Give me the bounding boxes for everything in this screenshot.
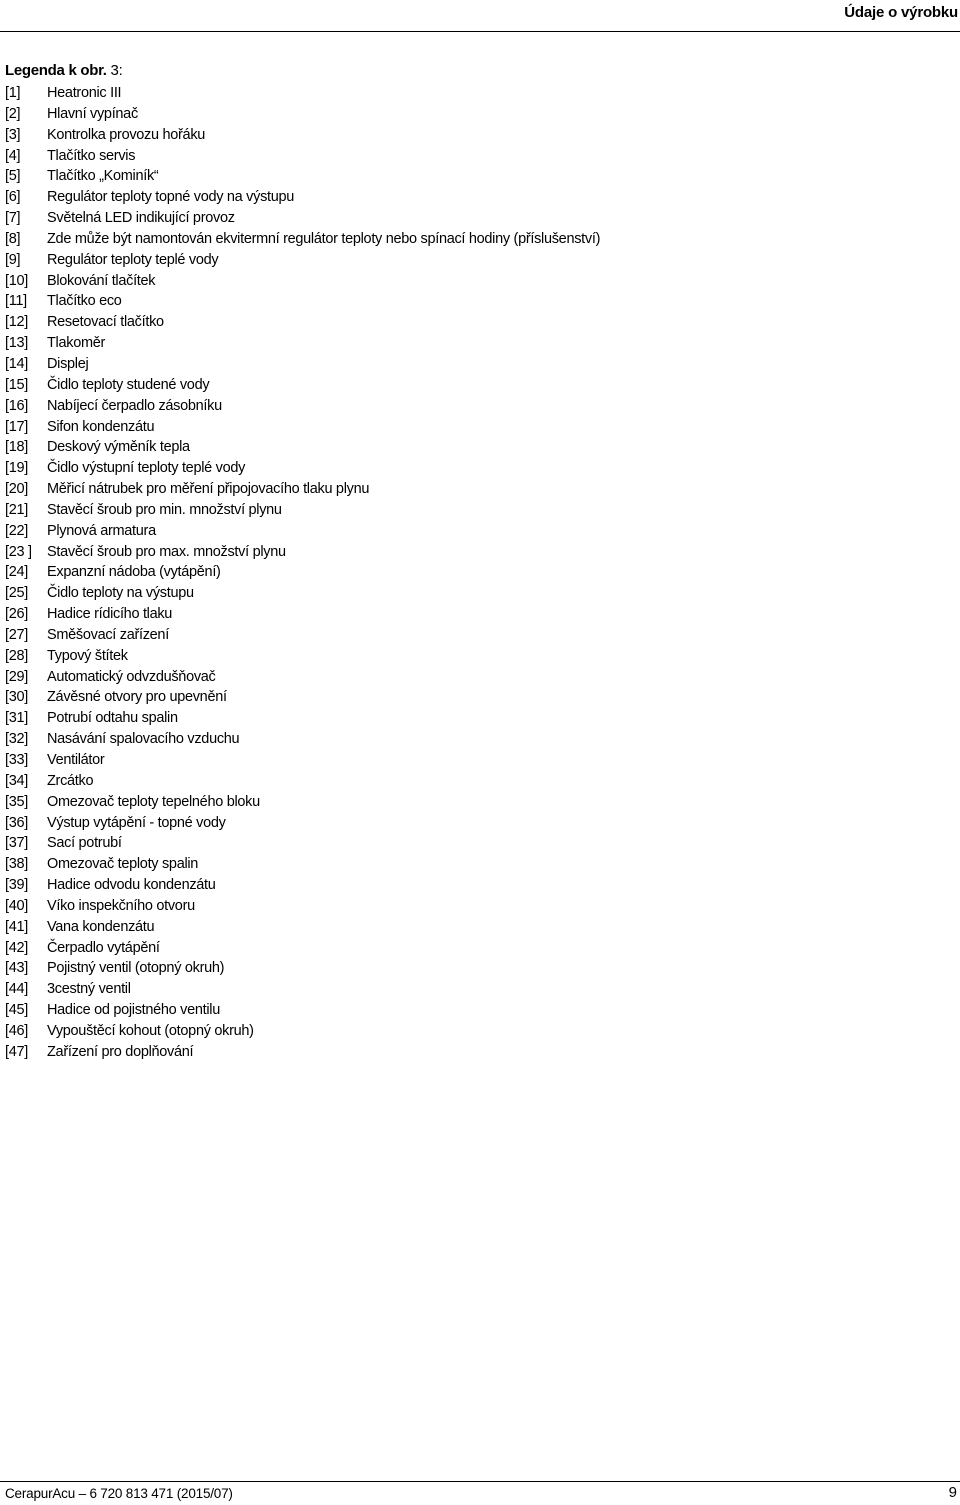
legend-item-text: Vypouštěcí kohout (otopný okruh) xyxy=(47,1022,254,1039)
legend-list xyxy=(5,83,725,1063)
legend-item-number: [42] xyxy=(5,939,28,956)
legend-item-text: Měřicí nátrubek pro měření připojovacího tlaku plynu xyxy=(47,481,370,498)
legend-item xyxy=(5,417,725,438)
legend-heading-figure: 3: xyxy=(106,62,123,79)
legend-item-number: [37] xyxy=(5,835,28,852)
legend-item-number: [45] xyxy=(5,1002,28,1019)
legend-item xyxy=(5,1000,725,1021)
legend-item xyxy=(5,896,725,917)
legend-item-number: [18] xyxy=(5,439,28,456)
legend-item-number: [47] xyxy=(5,1043,28,1060)
legend-item-number: [16] xyxy=(5,397,28,414)
legend-item-number: [6] xyxy=(5,189,21,206)
legend-item-text: Světelná LED indikující provoz xyxy=(47,210,235,227)
legend-item xyxy=(5,583,725,604)
legend-item-number: [44] xyxy=(5,981,28,998)
legend-item-text: Směšovací zařízení xyxy=(47,626,169,643)
legend-item-number: [40] xyxy=(5,897,28,914)
legend-item-text: Čidlo teploty studené vody xyxy=(47,376,210,393)
legend-item-text: Čerpadlo vytápění xyxy=(47,939,160,956)
legend-item xyxy=(5,312,725,333)
legend-item-number: [17] xyxy=(5,418,28,435)
legend-item-text: Regulátor teploty teplé vody xyxy=(47,251,219,268)
legend-item-number: [39] xyxy=(5,877,28,894)
legend-item xyxy=(5,271,725,292)
section-title: Údaje o výrobku xyxy=(844,4,958,21)
legend-item-text: Omezovač teploty tepelného bloku xyxy=(47,793,260,810)
legend-item-text: Expanzní nádoba (vytápění) xyxy=(47,564,221,581)
legend-item-text: Nabíjecí čerpadlo zásobníku xyxy=(47,397,222,414)
legend-item-text: Sací potrubí xyxy=(47,835,122,852)
legend-item-number: [1] xyxy=(5,85,21,101)
legend-item-text: Čidlo výstupní teploty teplé vody xyxy=(47,460,246,477)
legend-item xyxy=(5,979,725,1000)
legend-item xyxy=(5,479,725,500)
legend-item-text: Typový štítek xyxy=(47,647,128,664)
legend-item-text: Zařízení pro doplňování xyxy=(47,1043,194,1060)
legend-item xyxy=(5,687,725,708)
legend-item-text: Hadice rídicího tlaku xyxy=(47,606,173,623)
legend-item-number: [22] xyxy=(5,522,28,539)
legend-item-number: [43] xyxy=(5,960,28,977)
legend-item xyxy=(5,750,725,771)
legend-item xyxy=(5,667,725,688)
legend-item xyxy=(5,938,725,959)
legend-item-text: Tlačítko servis xyxy=(47,147,136,164)
legend-item-number: [13] xyxy=(5,335,28,352)
legend-item-number: [28] xyxy=(5,647,28,664)
legend-item xyxy=(5,208,725,229)
legend-item-number: [34] xyxy=(5,772,28,789)
legend-heading-bold: Legenda k obr. xyxy=(5,62,107,79)
legend-item-number: [15] xyxy=(5,376,28,393)
legend-item-number: [9] xyxy=(5,251,21,268)
legend-item-text: Potrubí odtahu spalin xyxy=(47,710,178,727)
header-divider xyxy=(0,31,960,32)
legend-item-number: [12] xyxy=(5,314,28,331)
legend-item xyxy=(5,562,725,583)
legend-item-text: Víko inspekčního otvoru xyxy=(47,897,195,914)
legend-item-number: [19] xyxy=(5,460,28,477)
legend-item-text: Resetovací tlačítko xyxy=(47,314,164,331)
legend-item xyxy=(5,125,725,146)
legend-item-number: [32] xyxy=(5,731,28,748)
legend-item xyxy=(5,521,725,542)
legend-item xyxy=(5,291,725,312)
legend-item xyxy=(5,375,725,396)
legend-item xyxy=(5,437,725,458)
legend-item-number: [23 ] xyxy=(5,543,32,560)
legend-item-number: [8] xyxy=(5,230,21,247)
footer-divider xyxy=(0,1481,960,1482)
legend-item xyxy=(5,792,725,813)
legend-item-number: [2] xyxy=(5,105,21,122)
legend-item xyxy=(5,146,725,167)
legend-item xyxy=(5,333,725,354)
legend-item xyxy=(5,250,725,271)
legend-item-number: [41] xyxy=(5,918,28,935)
legend-item-text: Automatický odvzdušňovač xyxy=(47,668,216,685)
legend-item-text: Tlakoměr xyxy=(47,335,106,352)
legend-item-number: [20] xyxy=(5,481,28,498)
legend-item-number: [24] xyxy=(5,564,28,581)
legend-heading xyxy=(5,62,122,79)
legend-item-text: Sifon kondenzátu xyxy=(47,418,155,435)
legend-item-number: [30] xyxy=(5,689,28,706)
legend-item xyxy=(5,917,725,938)
legend-item-text: Ventilátor xyxy=(47,752,105,768)
legend-item xyxy=(5,500,725,521)
legend-item xyxy=(5,104,725,125)
legend-item xyxy=(5,83,725,104)
legend-item-number: [31] xyxy=(5,710,28,727)
legend-item-text: Kontrolka provozu hořáku xyxy=(47,126,206,143)
legend-item-number: [27] xyxy=(5,626,28,643)
legend-item xyxy=(5,646,725,667)
legend-item xyxy=(5,958,725,979)
legend-item-text: Regulátor teploty topné vody na výstupu xyxy=(47,189,295,206)
legend-item xyxy=(5,833,725,854)
legend-item-text: 3cestný ventil xyxy=(47,981,131,998)
legend-item xyxy=(5,854,725,875)
legend-item-text: Heatronic III xyxy=(47,85,122,101)
legend-item-text: Tlačítko „Kominík“ xyxy=(47,168,159,185)
legend-item-number: [35] xyxy=(5,793,28,810)
legend-item-number: [36] xyxy=(5,814,28,831)
legend-item-text: Stavěcí šroub pro max. množství plynu xyxy=(47,543,286,560)
legend-item-number: [10] xyxy=(5,272,28,289)
page-number: 9 xyxy=(948,1484,957,1501)
legend-item-number: [33] xyxy=(5,752,28,768)
legend-item-number: [5] xyxy=(5,168,21,185)
legend-item xyxy=(5,542,725,563)
legend-item-text: Zde může být namontován ekvitermní regulátor teploty nebo spínací hodiny (příslušenství) xyxy=(47,230,601,247)
legend-item xyxy=(5,166,725,187)
legend-item-text: Vana kondenzátu xyxy=(47,918,155,935)
legend-item-text: Plynová armatura xyxy=(47,522,156,539)
legend-item-text: Čidlo teploty na výstupu xyxy=(47,585,194,602)
legend-item-text: Tlačítko eco xyxy=(47,293,122,310)
legend-item xyxy=(5,458,725,479)
legend-item xyxy=(5,625,725,646)
legend-item xyxy=(5,354,725,375)
legend-item-number: [14] xyxy=(5,355,28,372)
legend-item-number: [26] xyxy=(5,606,28,623)
legend-item-text: Nasávání spalovacího vzduchu xyxy=(47,731,240,748)
legend-item-number: [38] xyxy=(5,856,28,873)
legend-item-text: Zrcátko xyxy=(47,772,94,789)
legend-item-number: [29] xyxy=(5,668,28,685)
legend-item-number: [11] xyxy=(5,293,27,310)
legend-item-text: Výstup vytápění - topné vody xyxy=(47,814,226,831)
footer-document-id: CerapurAcu – 6 720 813 471 (2015/07) xyxy=(5,1486,233,1501)
legend-item xyxy=(5,604,725,625)
legend-item xyxy=(5,229,725,250)
legend-item-number: [3] xyxy=(5,126,21,143)
legend-item xyxy=(5,729,725,750)
legend-item-text: Stavěcí šroub pro min. množství plynu xyxy=(47,501,282,518)
legend-item xyxy=(5,708,725,729)
legend-item-number: [7] xyxy=(5,210,21,227)
legend-item-number: [25] xyxy=(5,585,28,602)
legend-item-text: Závěsné otvory pro upevnění xyxy=(47,689,227,706)
legend-item-text: Hlavní vypínač xyxy=(47,105,138,122)
legend-item-text: Displej xyxy=(47,355,89,372)
legend-item-number: [4] xyxy=(5,147,21,164)
legend-item-text: Pojistný ventil (otopný okruh) xyxy=(47,960,225,977)
legend-item xyxy=(5,187,725,208)
legend-item-text: Omezovač teploty spalin xyxy=(47,856,199,873)
legend-item-text: Hadice odvodu kondenzátu xyxy=(47,877,216,894)
legend-item xyxy=(5,771,725,792)
legend-item xyxy=(5,813,725,834)
legend-item xyxy=(5,1042,725,1063)
legend-item-number: [46] xyxy=(5,1022,28,1039)
legend-item-text: Deskový výměník tepla xyxy=(47,439,190,456)
legend-item-number: [21] xyxy=(5,501,28,518)
legend-item xyxy=(5,875,725,896)
legend-item xyxy=(5,1021,725,1042)
legend-item-text: Blokování tlačítek xyxy=(47,272,156,289)
legend-item xyxy=(5,396,725,417)
legend-item-text: Hadice od pojistného ventilu xyxy=(47,1002,220,1019)
